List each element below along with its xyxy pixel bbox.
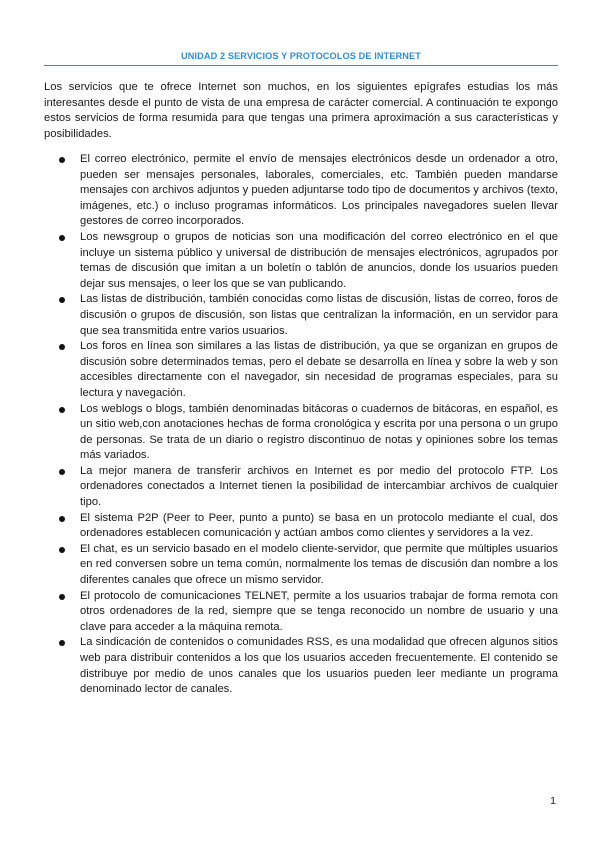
list-item-text: Los newsgroup o grupos de noticias son una modificación del correo electrónico en el que incluye un sistema público y universal de distribución de mensajes electrónicos, agrupados por temas de discusión que imitan a un boletín o tablón de anuncios, donde los usuarios pueden dejar sus mensajes, o leer los que se van publicando. — [80, 230, 558, 290]
list-item-mailing-lists — [44, 292, 558, 339]
list-item-weblogs — [44, 402, 558, 464]
page-number: 1 — [550, 795, 556, 807]
list-item-text: El protocolo de comunicaciones TELNET, permite a los usuarios trabajar de forma remota con otros ordenadores de la red, siempre que se tenga reconocido un nombre de usuario y una clave para acceder a la máquina remota. — [80, 589, 558, 633]
list-item-text: El correo electrónico, permite el envío de mensajes electrónicos desde un ordenador a otro, pueden ser mensajes personales, laborales, comerciales, etc. También pueden mandarse mensajes con archivos adjuntos y pueden adjuntarse todo tipo de documentos y archivos (texto, imágenes, etc.) o incluso programas informáticos. Los principales navegadores suelen llevar gestores de correo incorporados. — [80, 153, 558, 228]
list-item-text: Los weblogs o blogs, también denominadas bitácoras o cuadernos de bitácoras, en español, es un sitio web,con anotaciones hechas de forma cronológica y escrita por una persona o un grupo de personas. Se trata de un diario o registro discontinuo de notas y opiniones sobre los temas más variados. — [80, 402, 558, 462]
bullet-icon — [59, 640, 65, 646]
list-item-telnet — [44, 589, 558, 636]
list-item-text: Los foros en línea son similares a las listas de distribución, ya que se organizan en grupos de discusión sobre determinados temas, pero el debate se desarrolla en línea y sobre la web y son accesibles directamente con el navegador, sin necesidad de programas especiales, para su lectura y navegación. — [80, 340, 558, 399]
bullet-icon — [59, 235, 65, 241]
list-item-text: Las listas de distribución, también conocidas como listas de discusión, listas de correo, foros de discusión o grupos de discusión, son listas que centralizan la información, en un servidor para que sea transmitida entre varios usuarios. — [80, 293, 558, 337]
bullet-icon — [59, 407, 65, 413]
list-item-newsgroups — [44, 230, 558, 292]
list-item-chat — [44, 542, 558, 589]
list-item-p2p — [44, 511, 558, 542]
list-item-forums — [44, 339, 558, 401]
list-item-text: La sindicación de contenidos o comunidades RSS, es una modalidad que ofrecen algunos sitios web para distribuir contenidos a los que los usuarios acceden frecuentemente. El contenido se distribuye por medio de unos canales que los usuarios pueden leer mediante un programa denominado lector de canales. — [80, 636, 558, 696]
bullet-icon — [59, 594, 65, 600]
bullet-icon — [59, 297, 65, 303]
list-item-text: El sistema P2P (Peer to Peer, punto a punto) se basa en un protocolo mediante el cual, dos ordenadores establecen comunicación y actúan ambos como clientes y servidores a la vez. — [80, 511, 558, 540]
page-title: UNIDAD 2 SERVICIOS Y PROTOCOLOS DE INTERNET — [181, 51, 421, 61]
bullet-icon — [59, 157, 65, 163]
list-item-ftp — [44, 464, 558, 511]
bullet-icon — [59, 469, 65, 475]
bullet-icon — [59, 344, 65, 350]
bullet-icon — [59, 516, 65, 522]
list-item-email — [44, 152, 558, 230]
intro-paragraph: Los servicios que te ofrece Internet son muchos, en los siguientes epígrafes estudias los más interesantes desde el punto de vista de una empresa de carácter comercial. A continuación te expongo estos servicios de forma resumida para que tengas una primera aproximación a sus características y posibilidades. — [44, 81, 558, 140]
list-item-text: La mejor manera de transferir archivos en Internet es por medio del protocolo FTP. Los ordenadores conectados a Internet tienen la posibilidad de intercambiar archivos de cualquier tipo. — [80, 464, 558, 509]
list-item-text: El chat, es un servicio basado en el modelo cliente-servidor, que permite que múltiples usuarios en red conversen sobre un tema común, normalmente los temas de discusión dan nombre a los diferentes canales que ofrece un mismo servidor. — [80, 542, 558, 587]
services-list — [44, 152, 558, 698]
bullet-icon — [59, 547, 65, 553]
list-item-rss — [44, 635, 558, 697]
title-underline — [44, 65, 558, 66]
